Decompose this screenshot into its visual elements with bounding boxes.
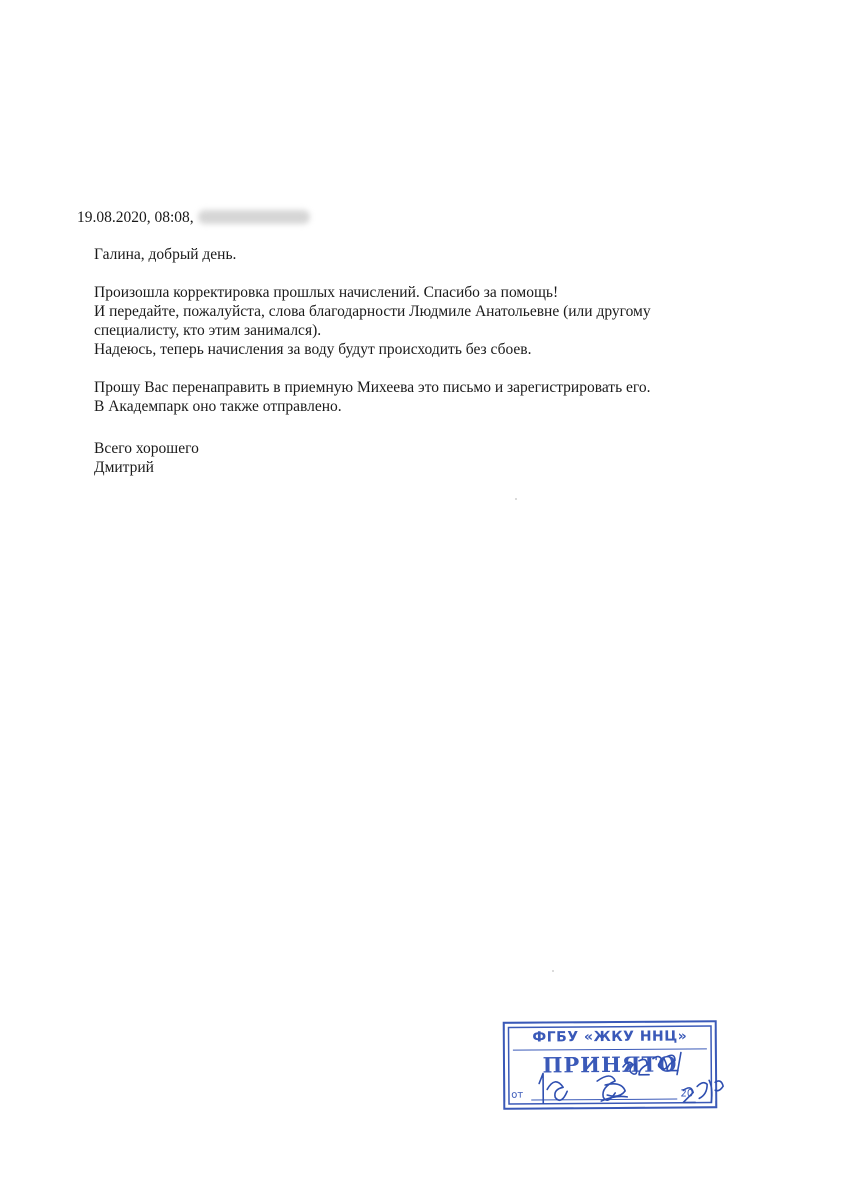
paragraph-line: И передайте, пожалуйста, слова благодарности Людмиле Анатольевне (или другому (94, 303, 651, 320)
paragraph-line: Прошу Вас перенаправить в приемную Михеева это письмо и зарегистрировать его. (94, 379, 651, 396)
received-stamp (503, 1020, 718, 1109)
paragraph-line: Произошла корректировка прошлых начислений. Спасибо за помощь! (94, 284, 559, 301)
stamp-organization: ФГБУ «ЖКУ ННЦ» (532, 1028, 688, 1046)
letter-body (94, 245, 754, 435)
closing-name: Дмитрий (94, 459, 154, 476)
paragraph-thanks (94, 283, 754, 359)
paragraph-line: В Академпарк оно также отправлено. (94, 398, 342, 415)
email-timestamp: 19.08.2020, 08:08, (77, 209, 194, 226)
closing-regards: Всего хорошего (94, 440, 199, 457)
email-header (77, 208, 310, 227)
paragraph-line: специалисту, кто этим занимался). (94, 322, 322, 339)
signature-block (94, 439, 199, 477)
scan-speck (515, 498, 517, 500)
paragraph-line: Надеюсь, теперь начисления за воду будут происходить без сбоев. (94, 341, 532, 358)
scan-speck (552, 970, 554, 972)
redacted-sender (198, 210, 310, 224)
stamp-from-label: от (511, 1089, 524, 1101)
greeting: Галина, добрый день. (94, 246, 237, 263)
handwritten-date-signature (505, 1022, 736, 1119)
paragraph-request (94, 378, 754, 416)
stamp-status: ПРИНЯТО (542, 1051, 678, 1078)
stamp-year-label: 20 (680, 1088, 694, 1100)
